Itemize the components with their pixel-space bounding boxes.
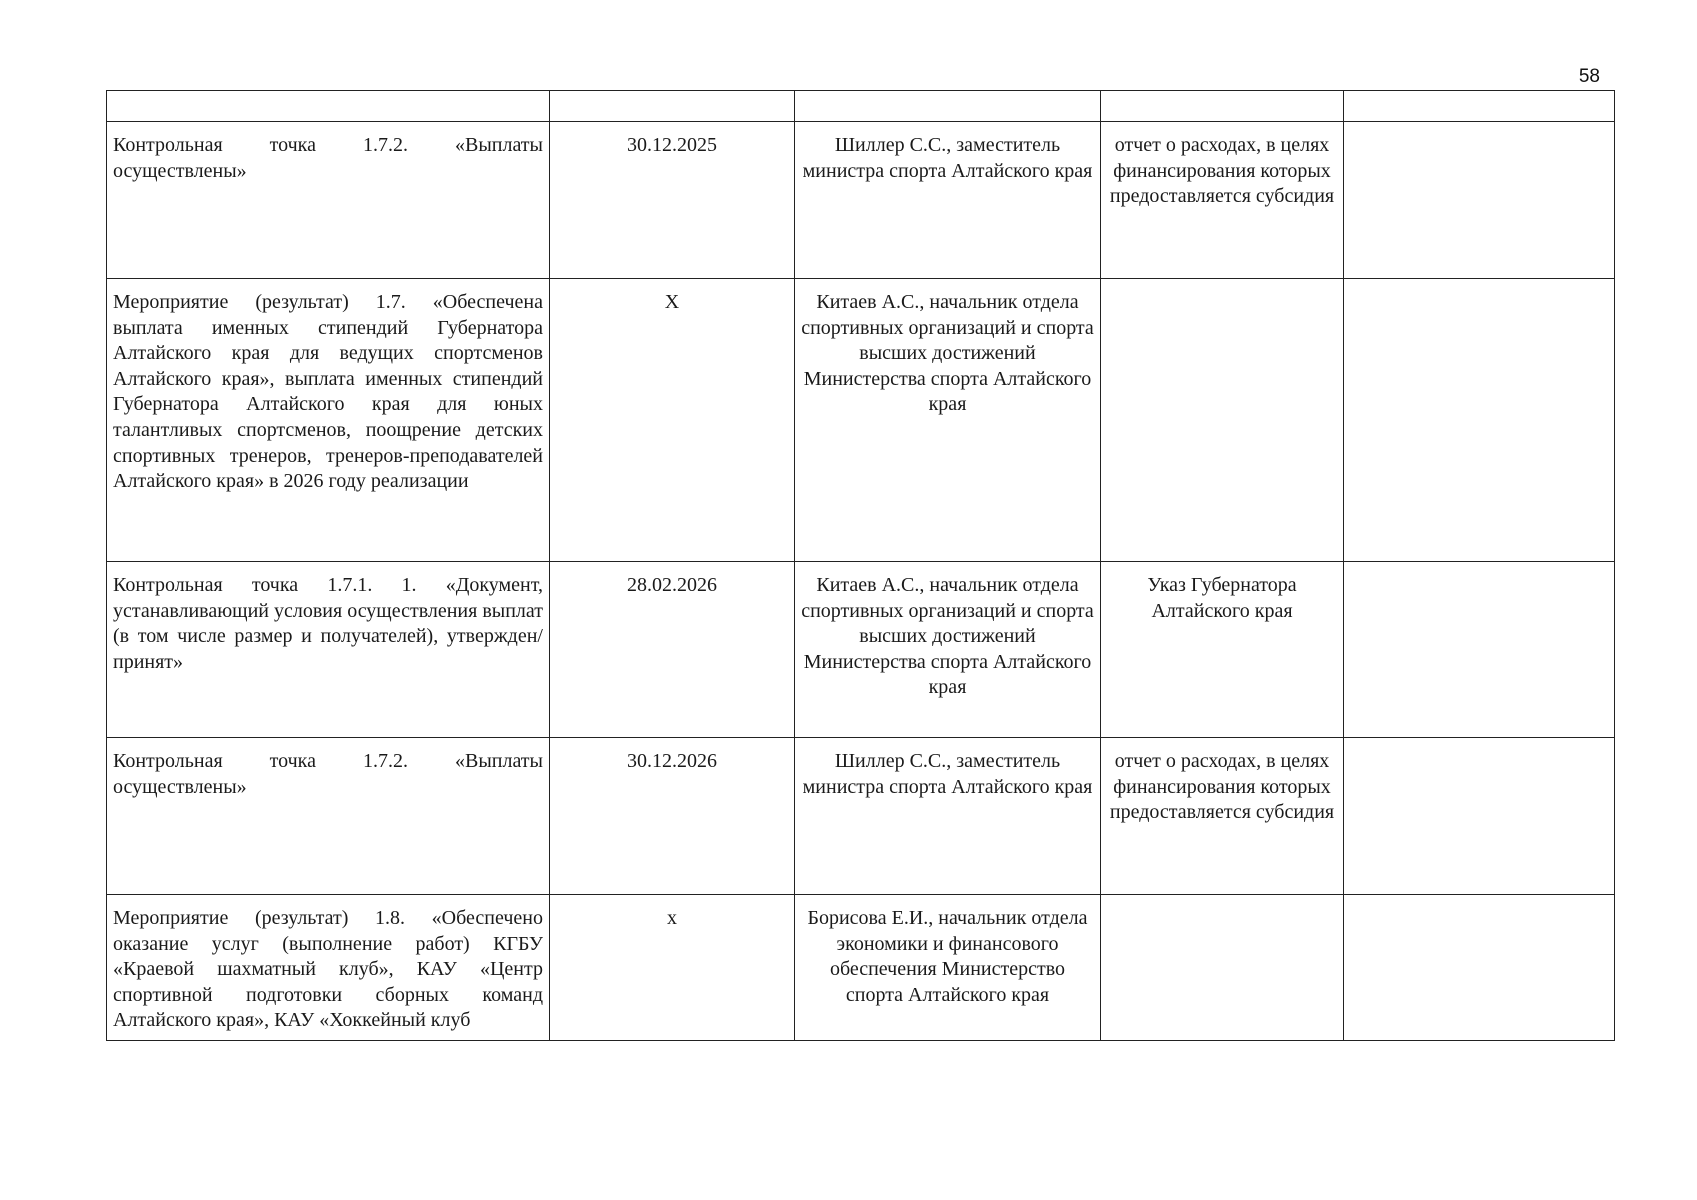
row-document-cell [1101,738,1344,895]
row-document-cell [1101,895,1344,1041]
row-responsible-cell [795,122,1101,279]
row-responsible: Борисова Е.И., начальник отдела экономики и финансового обеспечения Министерство спорта Алтайского края [807,907,1088,1006]
row-responsible-cell [795,895,1101,1041]
row-extra-cell [1344,562,1615,738]
row-document: Указ Губернатора Алтайского края [1147,574,1297,622]
row-responsible-cell [795,738,1101,895]
table-row [107,738,1615,895]
header-cell-responsible [795,91,1101,122]
row-name-cell [107,738,550,895]
row-date: Х [664,291,680,313]
row-name-cell [107,279,550,562]
row-extra-cell [1344,738,1615,895]
row-name-cell [107,122,550,279]
table-header-row [107,91,1615,122]
row-date: 28.02.2026 [627,574,717,596]
row-document-cell [1101,279,1344,562]
row-extra-cell [1344,122,1615,279]
row-responsible-cell [795,279,1101,562]
row-document-cell [1101,122,1344,279]
table-row [107,279,1615,562]
table-row [107,562,1615,738]
header-cell-extra [1344,91,1615,122]
header-cell-date [550,91,795,122]
row-extra-cell [1344,895,1615,1041]
row-name: Контрольная точка 1.7.2. «Выплаты осуществлены» [113,134,543,182]
row-responsible: Шиллер С.С., заместитель министра спорта Алтайского края [802,750,1093,798]
row-date-cell [550,279,795,562]
row-date-cell [550,562,795,738]
row-responsible: Китаев А.С., начальник отдела спортивных организаций и спорта высших достижений Министерства спорта Алтайского края [801,291,1094,416]
table-row [107,122,1615,279]
row-document: отчет о расходах, в целях финансирования которых предоставляется субсидия [1109,134,1335,208]
row-responsible: Шиллер С.С., заместитель министра спорта Алтайского края [802,134,1093,182]
row-name: Контрольная точка 1.7.2. «Выплаты осуществлены» [113,750,543,798]
row-name: Контрольная точка 1.7.1. 1. «Документ, устанавливающий условия осуществления выплат (в том числе размер и получателей), утвержден/принят» [113,574,543,673]
control-points-table [106,90,1615,1041]
row-name-cell [107,562,550,738]
row-name: Мероприятие (результат) 1.7. «Обеспечена выплата именных стипендий Губернатора Алтайского края для ведущих спортсменов Алтайского края», выплата именных стипендий Губернатора Алтайского края для юных талантливых спортсменов, поощрение детских спортивных тренеров, тренеров-преподавателей Алтайского края» в 2026 году реализации [113,291,543,493]
row-date: 30.12.2025 [627,134,717,156]
header-cell-document [1101,91,1344,122]
row-document: отчет о расходах, в целях финансирования которых предоставляется субсидия [1109,750,1335,824]
page-number: 58 [1578,66,1600,87]
row-name-cell [107,895,550,1041]
row-extra-cell [1344,279,1615,562]
row-responsible-cell [795,562,1101,738]
row-document-cell [1101,562,1344,738]
header-cell-name [107,91,550,122]
row-name: Мероприятие (результат) 1.8. «Обеспечено оказание услуг (выполнение работ) КГБУ «Краевой шахматный клуб», КАУ «Центр спортивной подготовки сборных команд Алтайского края», КАУ «Хоккейный клуб [113,907,543,1032]
row-date: 30.12.2026 [627,750,717,772]
row-date-cell [550,738,795,895]
row-responsible: Китаев А.С., начальник отдела спортивных организаций и спорта высших достижений Министерства спорта Алтайского края [801,574,1094,699]
row-date-cell [550,895,795,1041]
row-date: х [667,907,677,929]
table-row [107,895,1615,1041]
row-date-cell [550,122,795,279]
